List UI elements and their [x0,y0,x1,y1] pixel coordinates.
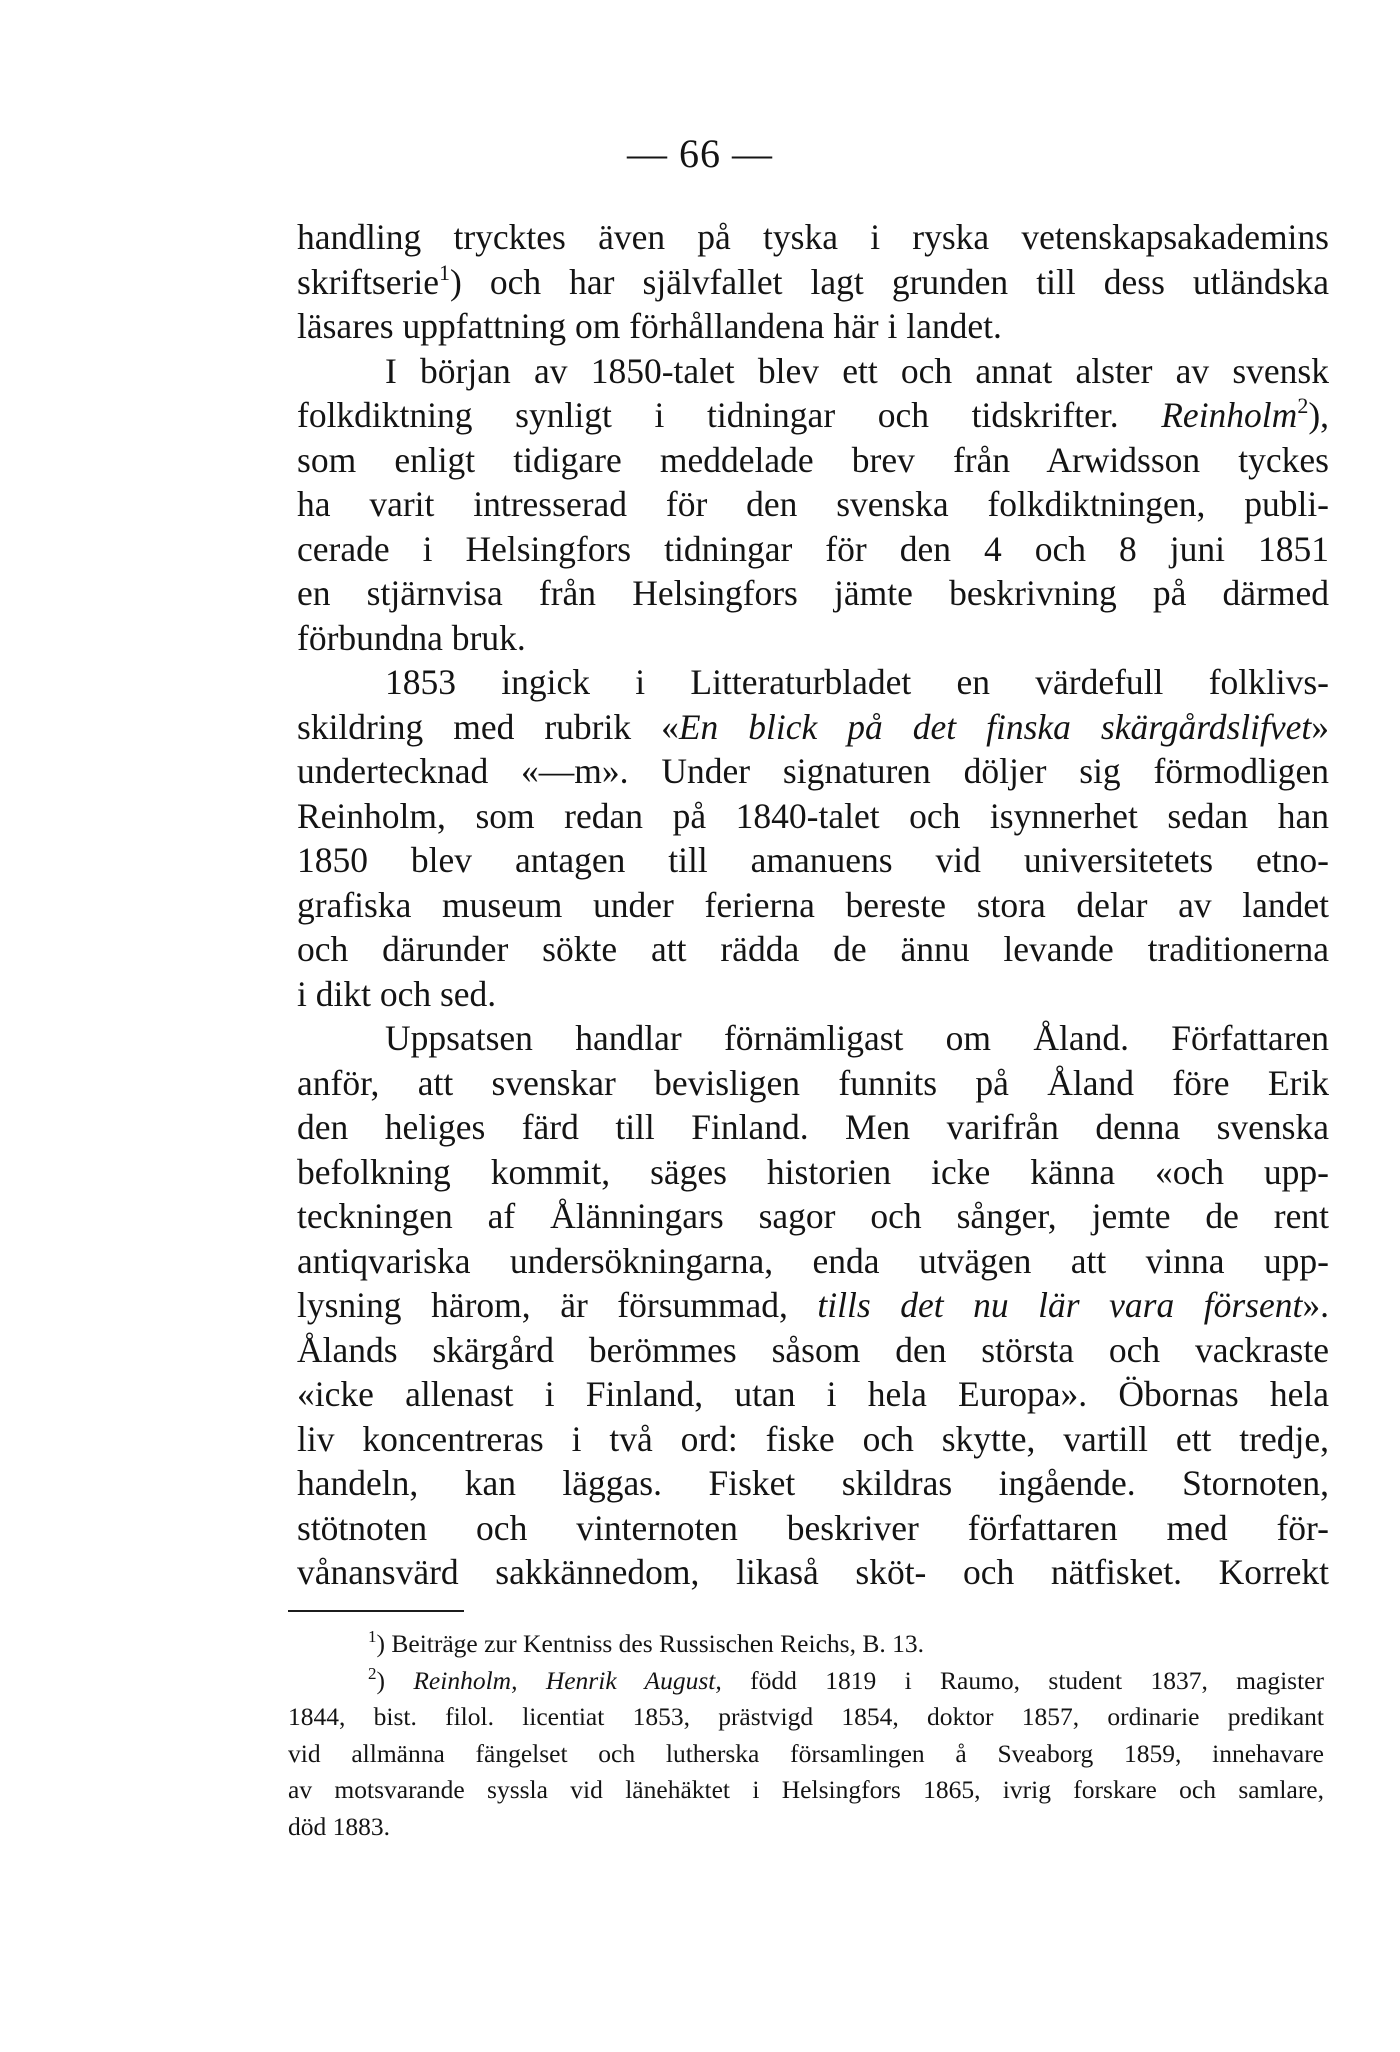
text-line: 1850 blev antagen till amanuens vid universitetets etno- [297,840,1329,880]
text-line: teckningen af Ålänningars sagor och sånger, jemte de rent [297,1196,1329,1236]
text-line: handling trycktes även på tyska i ryska vetenskapsakademins [297,217,1329,257]
text-span: skriftserie [297,261,439,302]
text-span: ». [1302,1285,1329,1325]
text-line: den heliges färd till Finland. Men varifrån denna svenska [297,1107,1329,1147]
text-line: i dikt och sed. [297,973,497,1014]
text-line: liv koncentreras i två ord: fiske och skytte, vartill ett tredje, [297,1418,1329,1459]
text-line: anför, att svenskar bevisligen funnits på Åland före Erik [297,1062,1329,1103]
text-line: förbundna bruk. [297,617,526,658]
text-line: som enligt tidigare meddelade brev från Arwidsson tyckes [297,439,1329,480]
text-span: Under signaturen döljer sig förmodligen [661,751,1329,791]
text-line: handeln, kan läggas. Fisket skildras ingående. Stornoten, [297,1463,1329,1503]
text-line: cerade i Helsingfors tidningar för den 4 och 8 juni 1851 [297,528,1329,569]
footnote-marker: 1 [368,1627,377,1646]
text-line: ha varit intresserad för den svenska folkdiktningen, publi- [297,484,1329,524]
footnote-line: 1844, bist. filol. licentiat 1853, prästvigd 1854, doktor 1857, ordinarie predikant [288,1702,1324,1731]
footnote-ref-1: 1 [438,259,450,285]
text-line [297,393,1329,438]
paragraph-4 [297,1016,1329,1595]
text-line: vånansvärd sakkännedom, likaså sköt- och nätfisket. Korrekt [297,1552,1329,1592]
text-line: grafiska museum under ferierna bereste stora delar av landet [297,884,1329,925]
text-span: ) och har självfallet lagt grunden till dess utländska [449,261,1329,302]
footnotes [288,1626,1324,1845]
text-line: befolkning kommit, säges historien icke känna «och upp- [297,1151,1329,1192]
footnote-divider [288,1610,464,1612]
text-line: Ålands skärgård berömmes såsom den största och vackraste [297,1329,1329,1370]
text-line: «icke allenast i Finland, utan i hela Europa». Öbornas hela [297,1374,1329,1414]
text-span: folkdiktning synligt i tidningar och tidskrifter. [297,395,1119,435]
footnote-2 [288,1663,1324,1700]
text-line: stötnoten och vinternoten beskriver författaren med för- [297,1507,1329,1548]
italic-title: En blick på det finska skärgårdslifvet [678,706,1312,747]
paragraph-1 [297,215,1329,349]
text-line: läsares uppfattning om förhållandena här i landet. [297,306,1002,346]
main-text [297,215,1329,1595]
italic-name: Reinholm [1161,395,1298,435]
text-line: Reinholm, som redan på 1840-talet och isynnerhet sedan han [297,795,1329,836]
text-line [297,705,1329,750]
text-line: och därunder sökte att rädda de ännu levande traditionerna [297,929,1329,969]
footnote-text: född 1819 i Raumo, student 1837, magister [721,1665,1324,1695]
text-span: lysning härom, är försummad, [297,1285,788,1325]
page-number: — 66 — [627,131,773,176]
paragraph-3 [297,660,1329,1016]
footnote-text: ) Beiträge zur Kentniss des Russischen Reichs, B. 13. [376,1629,924,1658]
footnote-text: ) [376,1665,414,1695]
text-line: 1853 ingick i Litteraturbladet en värdefull folklivs- [385,662,1329,702]
italic-quote: tills det nu lär vara försent [817,1285,1303,1325]
footnote-marker: 2 [368,1663,377,1683]
text-span: » [1311,706,1329,747]
text-line [297,260,1329,305]
text-span: skildring med rubrik « [297,706,679,747]
footnote-ref-2: 2 [1297,393,1309,418]
text-span: ), [1308,395,1330,435]
text-line: en stjärnvisa från Helsingfors jämte beskrivning på därmed [297,573,1329,613]
text-line [297,749,1329,794]
paragraph-2 [297,349,1329,661]
footnote-italic-name: Reinholm, Henrik August, [413,1665,722,1695]
footnote-1 [288,1626,1324,1663]
text-line: I början av 1850-talet blev ett och annat alster av svensk [385,350,1329,391]
text-line [297,1283,1329,1328]
text-line: antiqvariska undersökningarna, enda utvägen att vinna upp- [297,1240,1329,1281]
text-line: Uppsatsen handlar förnämligast om Åland. Författaren [385,1018,1329,1058]
text-span: undertecknad «—m». [297,751,629,791]
footnote-line: vid allmänna fängelset och lutherska församlingen å Sveaborg 1859, innehavare [288,1738,1324,1768]
footnote-line: död 1883. [288,1811,390,1841]
footnote-line: av motsvarande syssla vid länehäktet i Helsingfors 1865, ivrig forskare och samlare, [288,1775,1324,1804]
